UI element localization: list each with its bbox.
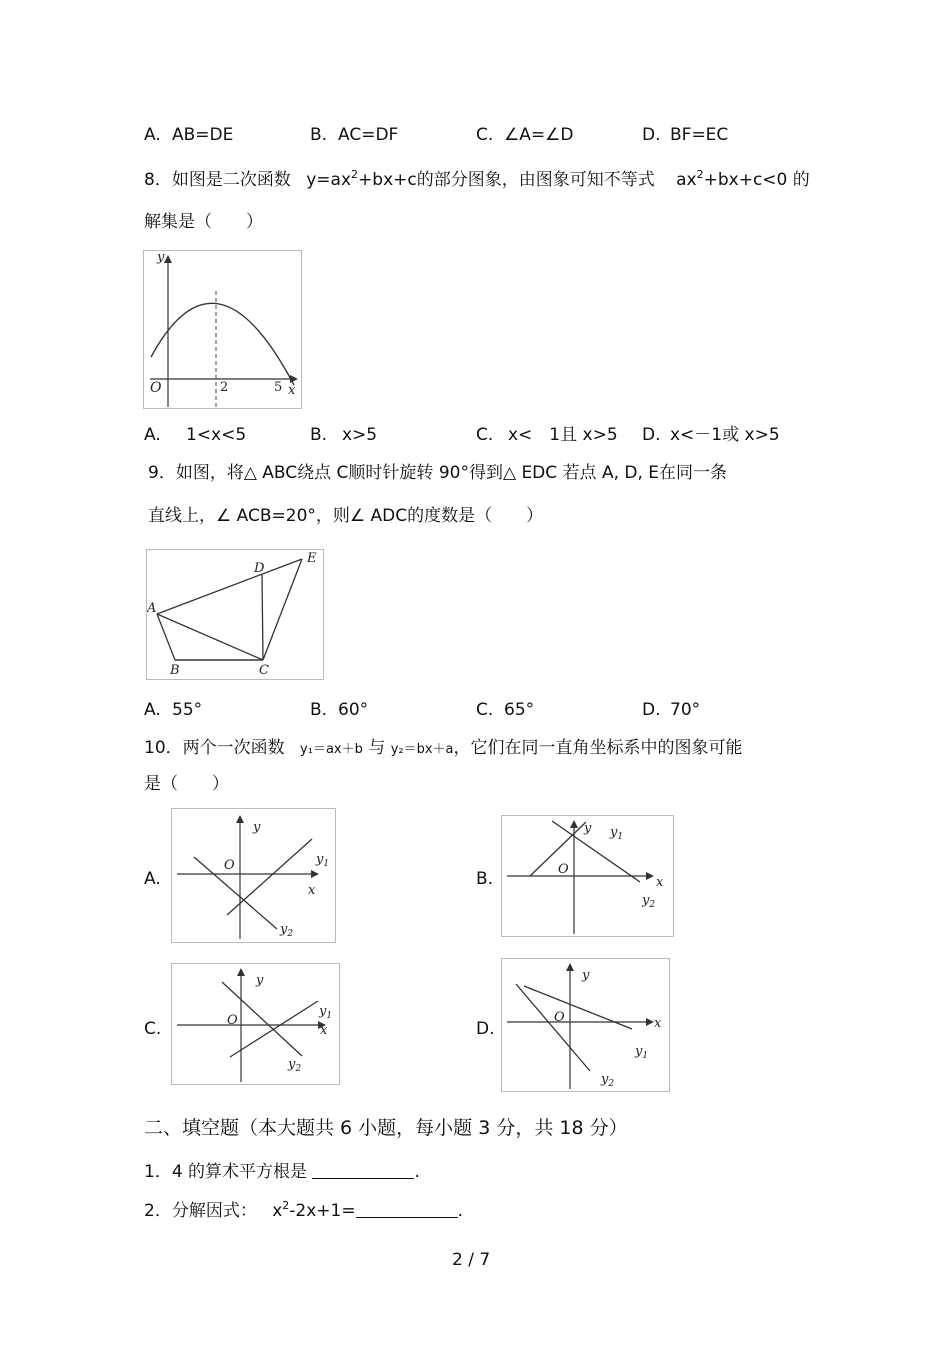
y2-label: $y_2$: [601, 1072, 615, 1089]
x-label: x: [288, 383, 296, 398]
q8-inequality: $ax^2+bx+c<0$: [676, 168, 788, 190]
q9-option-c: C.: [476, 700, 494, 720]
q9-option-d: D.: [642, 700, 661, 720]
origin-label: O: [150, 380, 162, 396]
y-label: y: [157, 251, 165, 265]
vertex-c-label: C: [259, 663, 269, 678]
fill-question-1-period: .: [414, 1162, 420, 1182]
q9-option-d-text: 70°: [670, 700, 701, 720]
q8-parabola-figure: [143, 250, 302, 409]
y1-label: $y_1$: [635, 1044, 649, 1061]
x-label: x: [654, 1016, 662, 1031]
y-axis-arrow-icon: [570, 820, 578, 828]
q8-middle: 的部分图象，由图象可知不等式: [416, 170, 655, 190]
q7-option-a: A.: [144, 125, 161, 145]
answer-blank-2[interactable]: [356, 1202, 458, 1218]
y-axis-arrow-icon: [164, 255, 172, 263]
q10-graph-c: [171, 963, 340, 1085]
q10-prefix: 10．两个一次函数: [144, 738, 285, 758]
q10-line1: [144, 740, 743, 757]
q10-graph-d: [501, 958, 670, 1092]
x-axis-arrow-icon: [311, 870, 319, 878]
origin-label: O: [558, 862, 569, 877]
q10-function-1: y₁＝ax＋b: [300, 742, 363, 757]
q7-option-a-text: AB=DE: [172, 125, 234, 145]
x-label: x: [656, 875, 664, 890]
q10-option-a: A.: [144, 869, 161, 889]
q10-line2: 是（ ）: [144, 774, 229, 794]
line-y1: [230, 1001, 318, 1057]
y1-label: $y_1$: [319, 1004, 333, 1021]
segment-ade: [157, 559, 302, 614]
q10-option-b: B.: [476, 869, 494, 889]
q9-option-b: B.: [310, 700, 328, 720]
q9-option-a-text: 55°: [172, 700, 203, 720]
x-axis-arrow-icon: [646, 1018, 654, 1026]
vertex-b-label: B: [170, 663, 180, 678]
q9-option-a: A.: [144, 700, 161, 720]
section-2-title: 二、填空题（本大题共 6 小题，每小题 3 分，共 18 分）: [144, 1117, 628, 1139]
q8-prefix: 8．如图是二次函数: [144, 170, 291, 190]
y2-label: $y_2$: [280, 922, 294, 939]
q10-graph-b: [501, 815, 674, 937]
page-number: 2 / 7: [452, 1250, 491, 1270]
y-label: y: [582, 968, 590, 983]
segment-ec: [263, 559, 302, 660]
origin-label: O: [227, 1013, 238, 1028]
fill-question-1: [144, 1163, 420, 1181]
y-label: y: [256, 973, 264, 988]
q7-option-d-text: BF=EC: [670, 125, 729, 145]
y-label: y: [584, 821, 592, 836]
q9-option-c-text: 65°: [504, 700, 535, 720]
q9-option-b-text: 60°: [338, 700, 369, 720]
q9-line1: 9．如图，将△ ABC绕点 C顺时针旋转 90°得到△ EDC 若点 A, D, E在同一条: [148, 463, 728, 483]
q7-option-c: C.: [476, 125, 494, 145]
line-y2: [194, 857, 277, 929]
tick-label-5: 5: [274, 380, 283, 395]
q7-option-b-text: AC=DF: [338, 125, 399, 145]
q8-option-b-text: x>5: [342, 425, 378, 445]
q8-suffix: 的: [792, 170, 810, 190]
q8-option-c: C.: [476, 425, 494, 445]
q8-function: $y=ax^2+bx+c$: [306, 168, 417, 190]
q8-option-b: B.: [310, 425, 328, 445]
q8-option-a-text: 1<x<5: [186, 425, 247, 445]
q8-option-d-text: x<－1或 x>5: [670, 425, 780, 445]
y-axis-arrow-icon: [236, 815, 244, 823]
y1-label: $y_1$: [316, 852, 330, 869]
origin-label: O: [224, 858, 235, 873]
q7-option-c-text: ∠A=∠D: [504, 125, 574, 145]
fill-question-2-period: .: [457, 1201, 464, 1221]
q8-option-d: D.: [642, 425, 661, 445]
parabola-curve: [151, 303, 294, 385]
y2-label: $y_2$: [288, 1057, 302, 1074]
x-label: x: [320, 1023, 328, 1038]
q7-option-b: B.: [310, 125, 328, 145]
q10-graph-a: [171, 808, 336, 943]
fill-question-2: [144, 1199, 464, 1221]
fill-question-2-text: 2．分解因式：: [144, 1201, 257, 1221]
q8-option-a: A.: [144, 425, 161, 445]
q10-suffix: ，它们在同一直角坐标系中的图象可能: [453, 738, 743, 758]
q10-conjunction: 与: [368, 738, 386, 758]
q10-option-d: D.: [476, 1019, 495, 1039]
q9-triangle-figure: [146, 549, 324, 680]
q8-line2: 解集是（ ）: [144, 212, 263, 232]
q8-option-c-text: x< 1且 x>5: [508, 425, 618, 445]
answer-blank-1[interactable]: [312, 1163, 414, 1179]
segment-dc: [262, 575, 263, 660]
y-axis-arrow-icon: [237, 968, 245, 976]
q10-option-c: C.: [144, 1019, 162, 1039]
y1-label: $y_1$: [610, 825, 624, 842]
vertex-d-label: D: [254, 561, 265, 576]
fill-question-1-text: 1．4 的算术平方根是: [144, 1162, 308, 1182]
y-label: y: [253, 820, 261, 835]
q10-function-2: y₂＝bx＋a: [390, 742, 454, 757]
tick-label-2: 2: [220, 380, 229, 395]
vertex-e-label: E: [307, 551, 317, 566]
x-axis-arrow-icon: [646, 872, 654, 880]
fill-question-2-expression: $x^2-2x+1=$: [272, 1199, 356, 1221]
q8-line1: [144, 168, 810, 190]
y2-label: $y_2$: [642, 893, 656, 910]
q7-option-d: D.: [642, 125, 661, 145]
y-axis-arrow-icon: [566, 963, 574, 971]
vertex-a-label: A: [147, 601, 157, 616]
origin-label: O: [554, 1010, 565, 1025]
q9-line2: 直线上，∠ ACB=20°，则∠ ADC的度数是（ ）: [148, 506, 544, 526]
x-label: x: [308, 883, 316, 898]
